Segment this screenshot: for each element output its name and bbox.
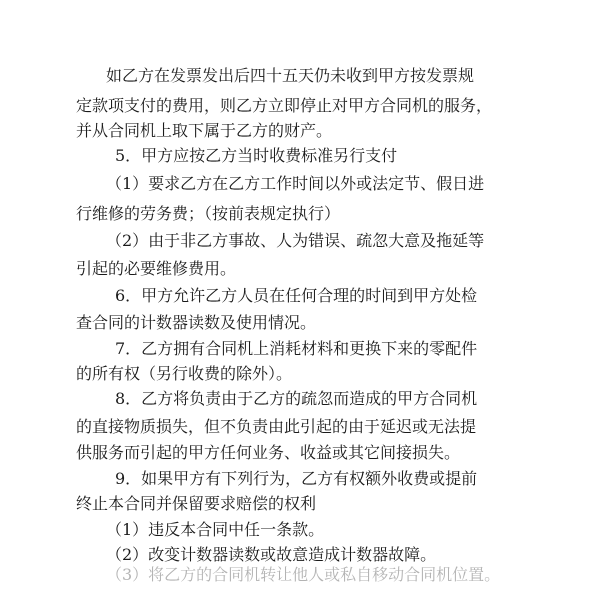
- clause-heading-9: 9．如果甲方有下列行为，乙方有权额外收费或提前: [115, 469, 478, 488]
- clause-heading-6: 6．甲方允许乙方人员在任何合理的时间到甲方处检: [115, 286, 478, 305]
- clause-heading-7: 7．乙方拥有合同机上消耗材料和更换下来的零配件: [115, 339, 478, 358]
- paragraph-line: 如乙方在发票发出后四十五天仍未收到甲方按发票规: [106, 66, 475, 85]
- paragraph-line: 的所有权（另行收费的除外）。: [76, 364, 293, 383]
- paragraph-line: 查合同的计数器读数及使用情况。: [76, 313, 317, 332]
- subclause-line: （2）改变计数器读数或故意造成计数器故障。: [106, 545, 437, 564]
- paragraph-line: 定款项支付的费用，则乙方立即停止对甲方合同机的服务，: [76, 96, 493, 115]
- clause-heading-8: 8．乙方将负责由于乙方的疏忽而造成的甲方合同机: [115, 389, 478, 408]
- subclause-line: 行维修的劳务费；（按前表规定执行）: [76, 204, 341, 223]
- paragraph-line: 的直接物质损失，但不负责由此引起的由于延迟或无法提: [76, 417, 477, 436]
- clause-heading-5: 5．甲方应按乙方当时收费标准另行支付: [115, 146, 398, 165]
- paragraph-line: 并从合同机上取下属于乙方的财产。: [76, 121, 333, 140]
- subclause-line: （2）由于非乙方事故、人为错误、疏忽大意及拖延等: [106, 231, 485, 250]
- cropped-subclause-line: （3）将乙方的合同机转让他人或私自移动合同机位置。: [106, 565, 501, 584]
- subclause-line: （1）违反本合同中任一条款。: [106, 520, 325, 539]
- subclause-line: （1）要求乙方在乙方工作时间以外或法定节、假日进: [106, 174, 485, 193]
- paragraph-line: 供服务而引起的甲方任何业务、收益或其它间接损失。: [76, 443, 461, 462]
- paragraph-line: 终止本合同并保留要求赔偿的权利: [76, 494, 317, 513]
- subclause-line: 引起的必要维修费用。: [76, 259, 237, 278]
